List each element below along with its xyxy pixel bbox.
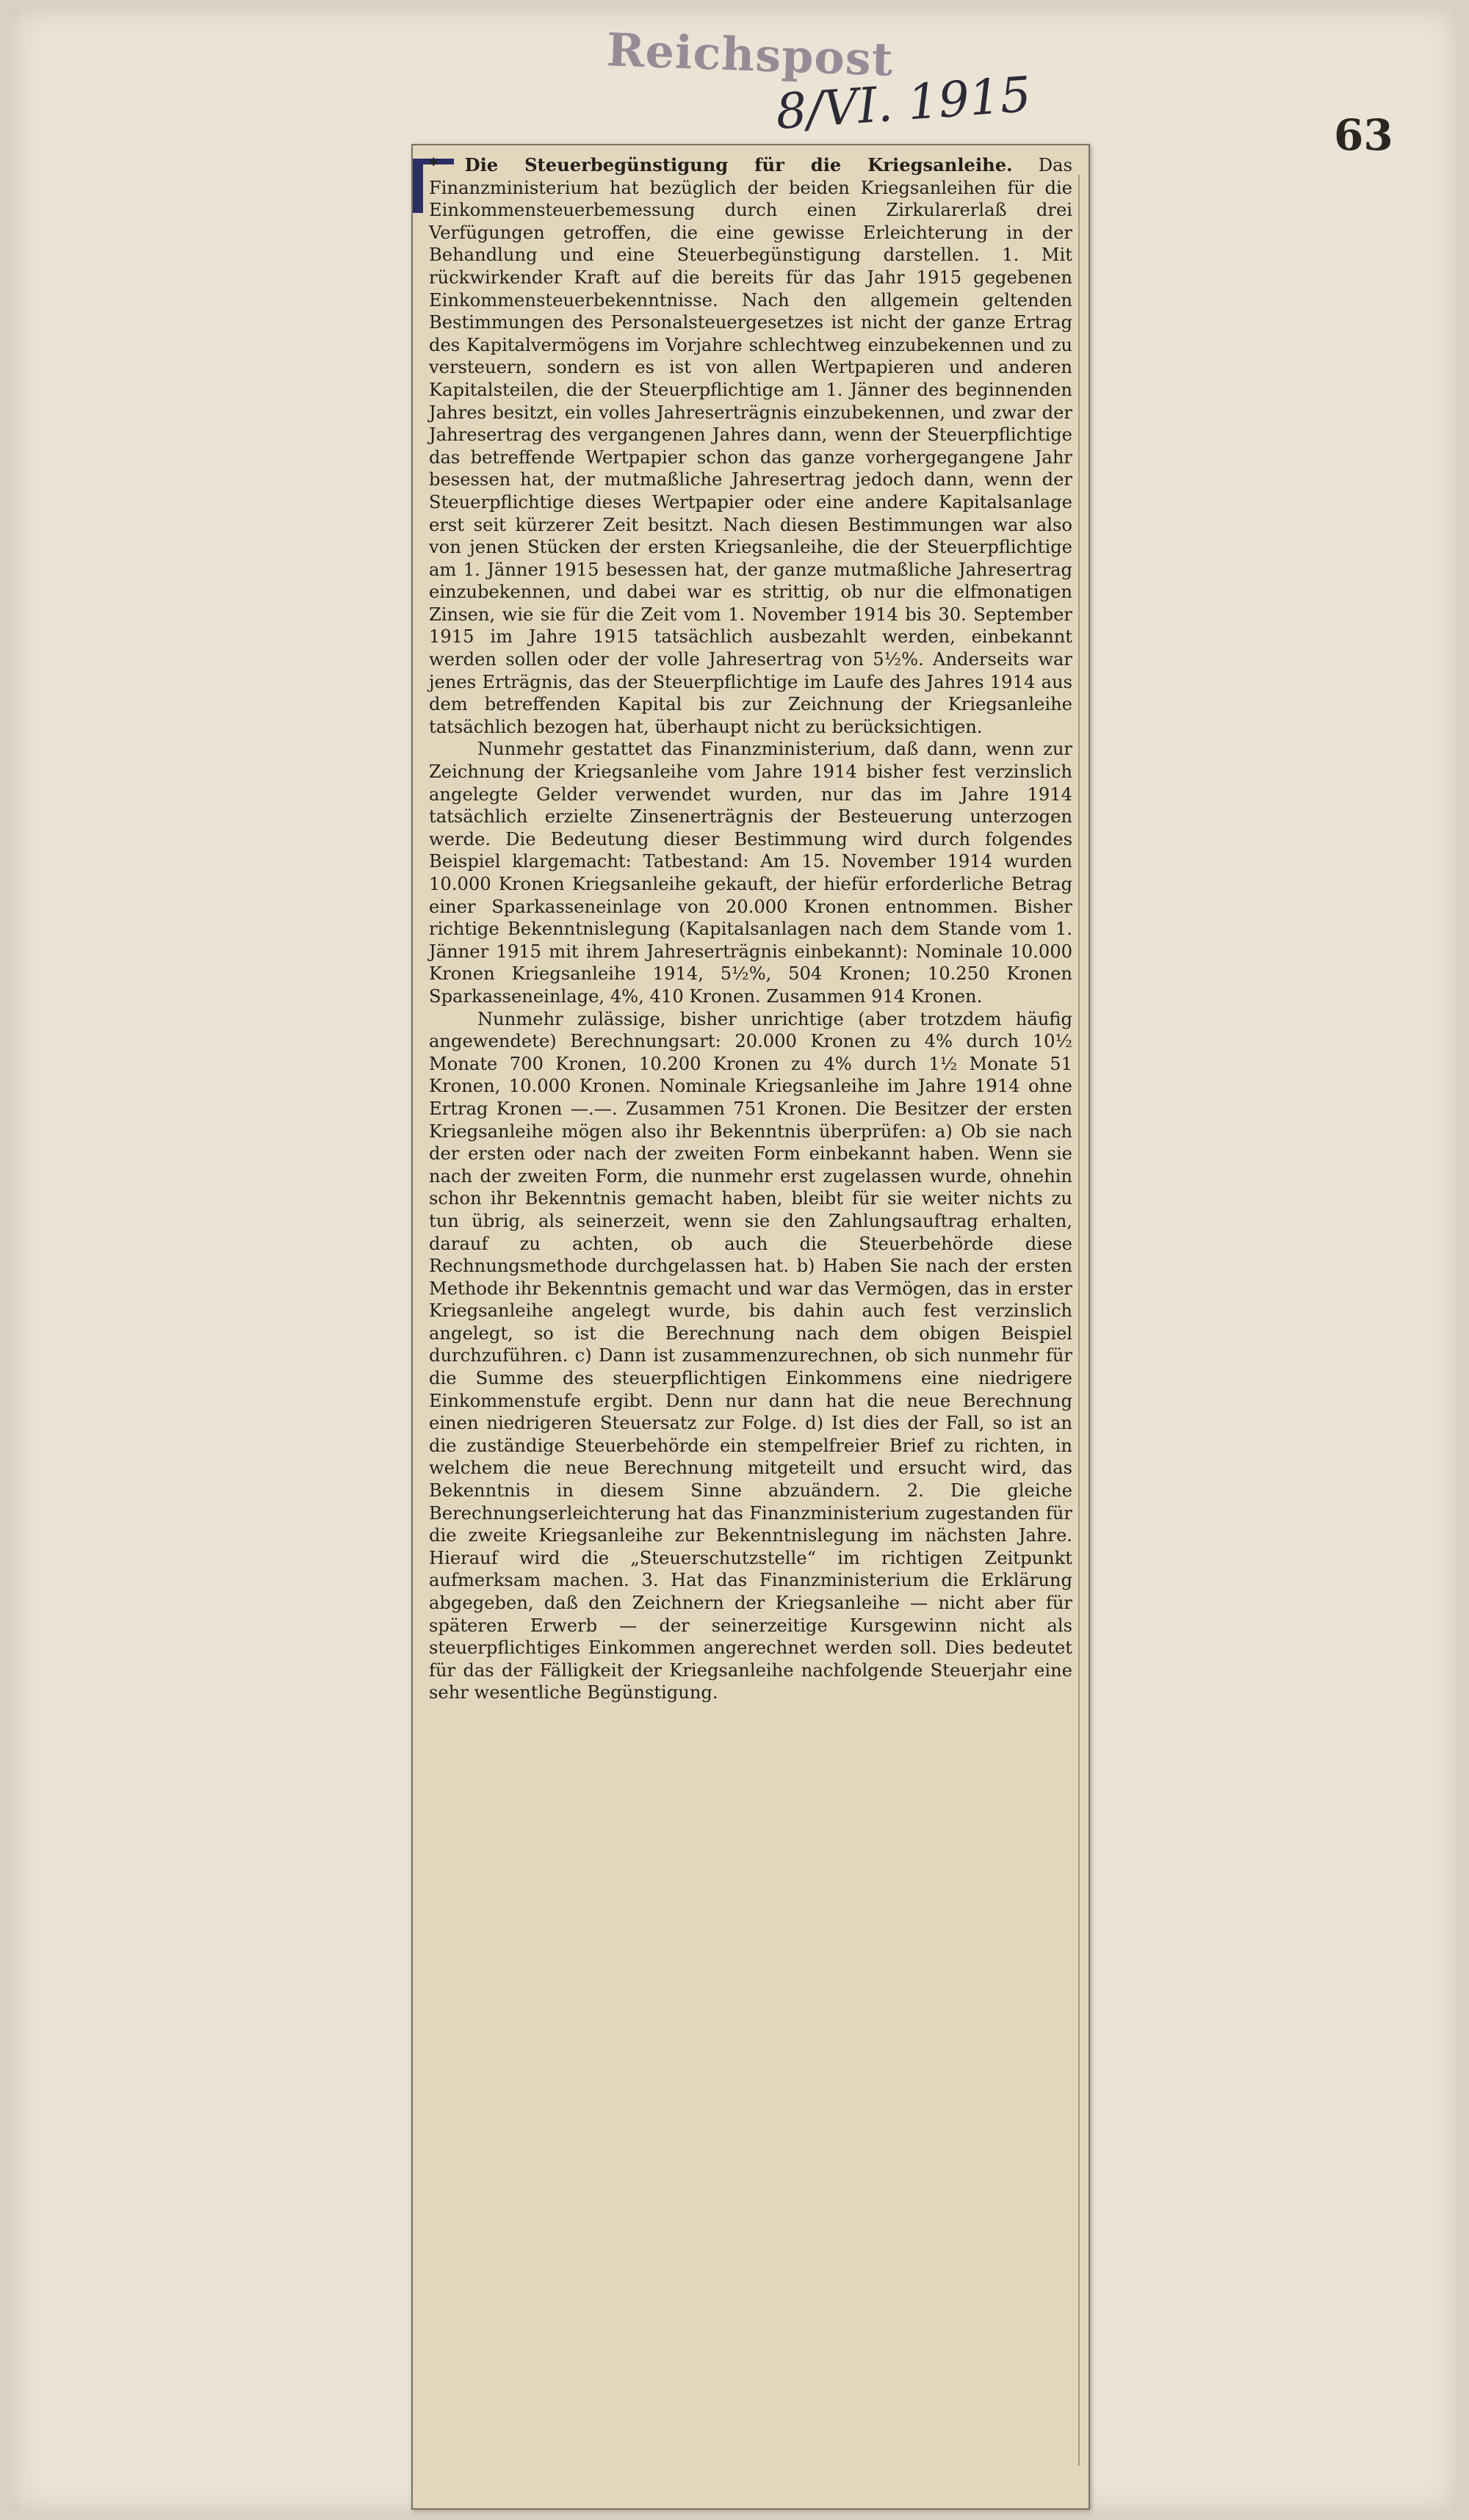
article-paragraph-1-text: Das Finanzministerium hat bezüglich der beiden Kriegsanleihen für die Einkommensteuerbemessung durch einen Zirkularerlaß drei Verfügungen getroffen, die eine gewisse Erleichterung in der Behandlung und eine Steuerbegünstigung darstellen. 1. Mit rückwirkender Kraft auf die bereits für das Jahr 1915 gegebenen Einkommensteuerbekenntnisse. Nach den allgemein geltenden Bestimmungen des Personalsteuergesetzes ist nicht der ganze Ertrag des Kapitalvermögens im Vorjahre schlechtweg einzubekennen und zu versteuern, sondern es ist von allen Wertpapieren und anderen Kapitalsteilen, die der Steuerpflichtige am 1. Jänner des beginnenden Jahres besitzt, ein volles Jahreserträgnis einzubekennen, und zwar der Jahresertrag des vergangenen Jahres dann, wenn der Steuerpflichtige das betreffende Wertpapier schon das ganze vorhergegangene Jahr besessen hat, der mutmaßliche Jahresertrag jedoch dann, wenn der Steuerpflichtige dieses Wertpapier oder eine andere Kapitalsanlage erst seit kürzerer Zeit besitzt. Nach diesen Bestimmungen war also von jenen Stücken der ersten Kriegsanleihe, die der Steuerpflichtige am 1. Jänner 1915 besessen hat, der ganze mutmaßliche Jahresertrag einzubekennen, und dabei war es strittig, ob nur die elfmonatigen Zinsen, wie sie für die Zeit vom 1. November 1914 bis 30. September 1915 im Jahre 1915 tatsächlich ausbezahlt werden, einbekannt werden sollen oder der volle Jahresertrag von 5½%. Anderseits war jenes Erträgnis, das der Steuerpflichtige im Laufe des Jahres 1914 aus dem betreffenden Kapital bis zur Zeichnung der Kriegsanleihe tatsächlich bezogen hat, überhaupt nicht zu berücksichtigen. [429,155,1072,737]
article-paragraph-3: Nunmehr zulässige, bisher unrichtige (aber trotzdem häufig angewendete) Berechnungsart: 20.000 Kronen zu 4% durch 10½ Monate 700 Kronen, 10.200 Kronen zu 4% durch 1½ Monate 51 Kronen, 10.000 Kronen. Nominale Kriegsanleihe im Jahre 1914 ohne Ertrag Kronen —.—. Zusammen 751 Kronen. Die Besitzer der ersten Kriegsanleihe mögen also ihr Bekenntnis überprüfen: a) Ob sie nach der ersten oder nach der zweiten Form einbekannt haben. Wenn sie nach der zweiten Form, die nunmehr erst zugelassen wurde, ohnehin schon ihr Bekenntnis gemacht haben, bleibt für sie weiter nichts zu tun übrig, als seinerzeit, wenn sie den Zahlungsauftrag erhalten, darauf zu achten, ob auch die Steuerbehörde diese Rechnungsmethode durchgelassen hat. b) Haben Sie nach der ersten Methode ihr Bekenntnis gemacht und war das Vermögen, das in erster Kriegsanleihe angelegt wurde, bis dahin auch fest verzinslich angelegt, so ist die Berechnung nach dem obigen Beispiel durchzuführen. c) Dann ist zusammenzurechnen, ob sich nunmehr für die Summe des steuerpflichtigen Einkommens eine niedrigere Einkommenstufe ergibt. Denn nur dann hat die neue Berechnung einen niedrigeren Steuersatz zur Folge. d) Ist dies der Fall, so ist an die zuständige Steuerbehörde ein stempelfreier Brief zu richten, in welchem die neue Berechnung mitgeteilt und ersucht wird, das Bekenntnis in diesem Sinne abzuändern. 2. Die gleiche Berechnungserleichterung hat das Finanzministerium zugestanden für die zweite Kriegsanleihe zur Bekenntnislegung im nächsten Jahre. Hierauf wird die „Steuerschutzstelle“ im richtigen Zeitpunkt aufmerksam machen. 3. Hat das Finanzministerium die Erklärung abgegeben, daß den Zeichnern der Kriegsanleihe — nicht aber für späteren Erwerb — der seinerzeitige Kursgewinn nicht als steuerpflichtiges Einkommen angerechnet werden soll. Dies bedeutet für das der Fälligkeit der Kriegsanleihe nachfolgende Steuerjahr eine sehr wesentliche Begünstigung. [429,1008,1072,1703]
article-paragraph-1 [429,154,1072,738]
newspaper-stamp: Reichspost [605,23,895,87]
handwritten-date: 8/VI. 1915 [773,65,1033,141]
article-paragraph-2: Nunmehr gestattet das Finanzministerium, daß dann, wenn zur Zeichnung der Kriegsanleihe vom Jahre 1914 bisher fest verzinslich angelegte Gelder verwendet wurden, nur das im Jahre 1914 tatsächlich erzielte Zinsenerträgnis der Besteuerung unterzogen werde. Die Bedeutung dieser Bestimmung wird durch folgendes Beispiel klargemacht: Tatbestand: Am 15. November 1914 wurden 10.000 Kronen Kriegsanleihe gekauft, der hiefür erforderliche Betrag einer Sparkasseneinlage von 20.000 Kronen entnommen. Bisher richtige Bekenntnislegung (Kapitalsanlagen nach dem Stande vom 1. Jänner 1915 mit ihrem Jahreserträgnis einbekannt): Nominale 10.000 Kronen Kriegsanleihe 1914, 5½%, 504 Kronen; 10.250 Kronen Sparkasseneinlage, 4%, 410 Kronen. Zusammen 914 Kronen. [429,739,1072,1007]
newspaper-clipping [411,144,1090,2510]
article-headline: * Die Steuerbegünstigung für die Kriegsanleihe. [429,154,1013,175]
article-column [429,154,1072,1704]
column-rule [1078,175,1080,2466]
page-number: 63 [1334,110,1393,160]
blue-pencil-mark [413,162,423,213]
